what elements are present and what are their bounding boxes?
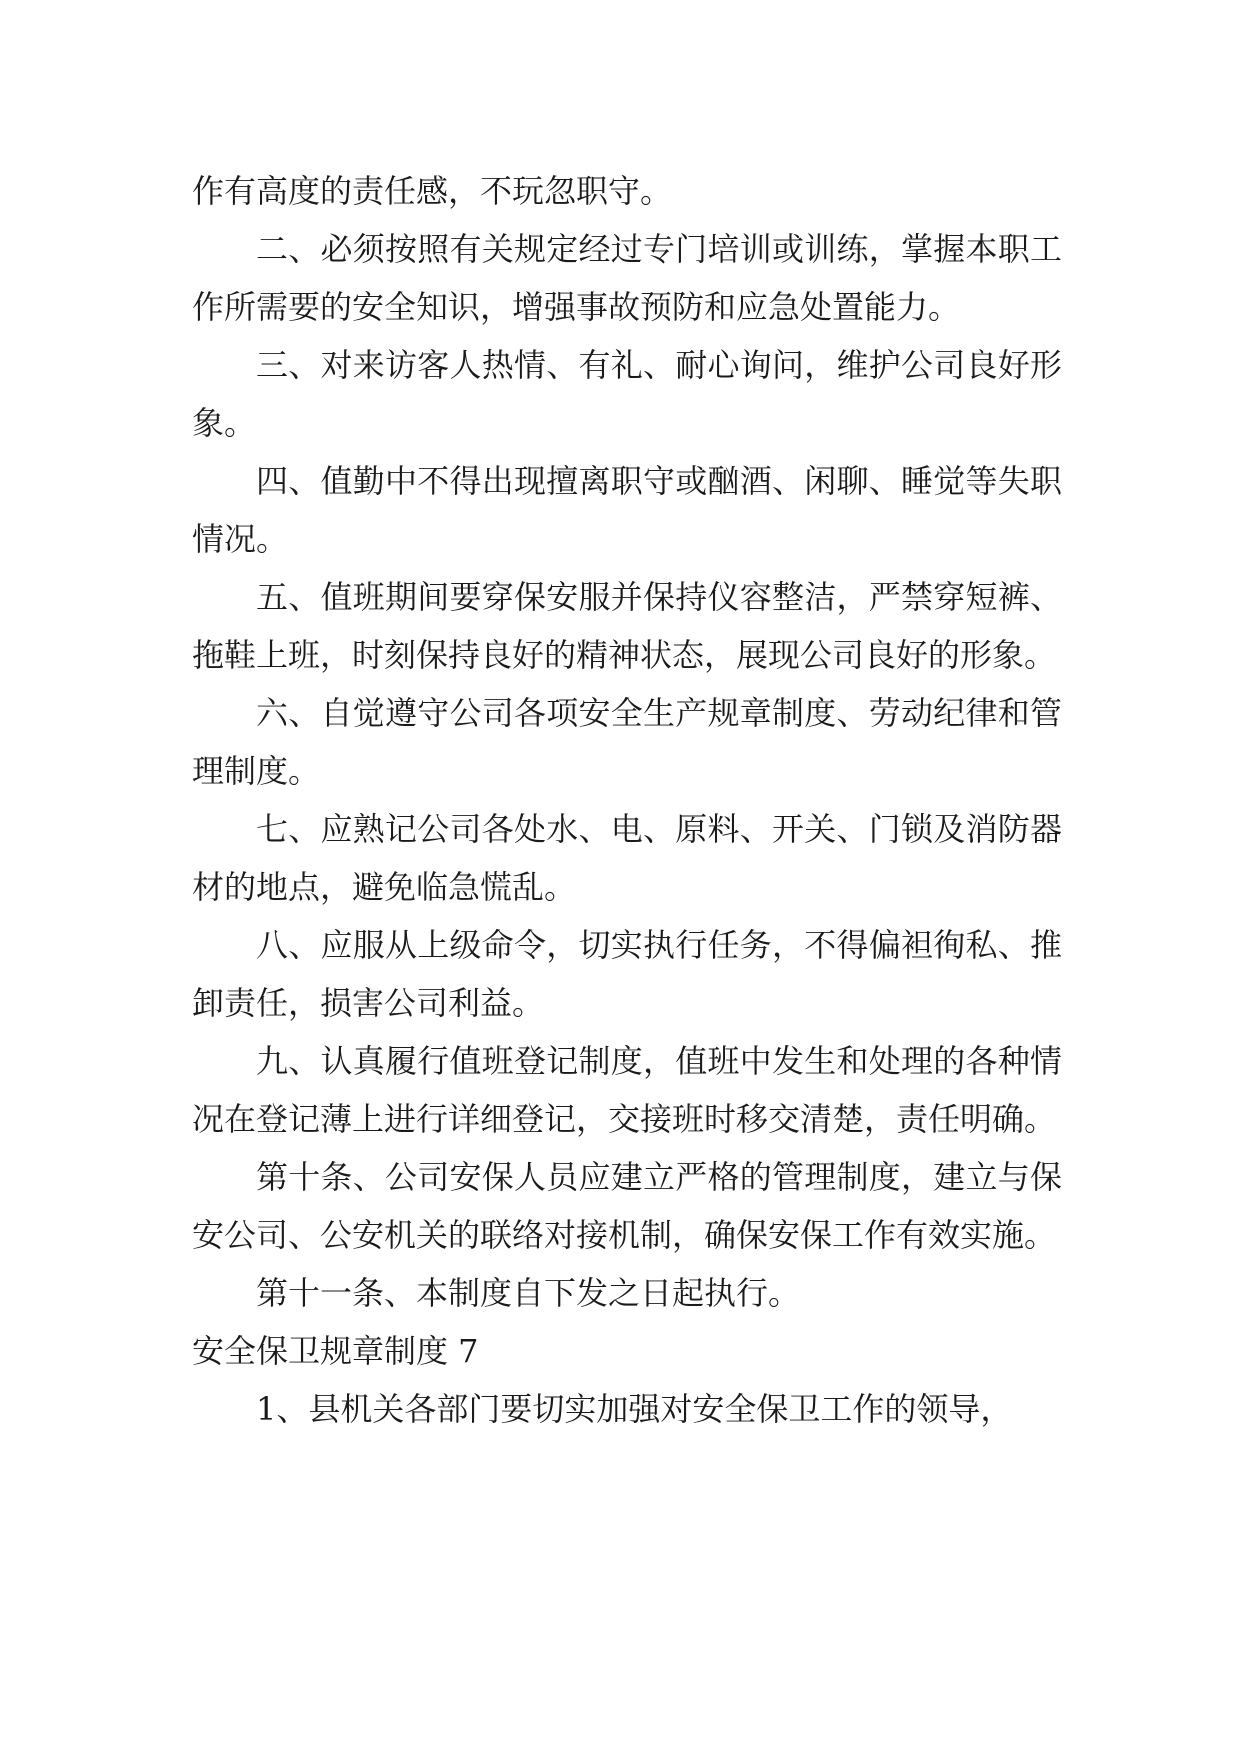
paragraph-next-section: 1、县机关各部门要切实加强对安全保卫工作的领导， xyxy=(256,1390,1013,1428)
document-body xyxy=(192,162,1062,1438)
paragraph-item-8: 八、应服从上级命令，切实执行任务，不得偏袒徇私、推卸责任，损害公司利益。 xyxy=(192,926,1062,1022)
paragraph-item-3: 三、对来访客人热情、有礼、耐心询问，维护公司良好形象。 xyxy=(192,346,1062,442)
paragraph-continuation: 作有高度的责任感，不玩忽职守。 xyxy=(192,172,673,210)
paragraph-item-2: 二、必须按照有关规定经过专门培训或训练，掌握本职工作所需要的安全知识，增强事故预防和应急处置能力。 xyxy=(192,230,1062,326)
paragraph-item-5: 五、值班期间要穿保安服并保持仪容整洁，严禁穿短裤、拖鞋上班，时刻保持良好的精神状态，展现公司良好的形象。 xyxy=(192,578,1062,674)
paragraph-article-10: 第十条、公司安保人员应建立严格的管理制度，建立与保安公司、公安机关的联络对接机制，确保安保工作有效实施。 xyxy=(192,1158,1062,1254)
paragraph-item-7: 七、应熟记公司各处水、电、原料、开关、门锁及消防器材的地点，避免临急慌乱。 xyxy=(192,810,1062,906)
paragraph-item-4: 四、值勤中不得出现擅离职守或酗酒、闲聊、睡觉等失职情况。 xyxy=(192,462,1062,558)
section-heading: 安全保卫规章制度 7 xyxy=(192,1332,479,1370)
paragraph-article-11: 第十一条、本制度自下发之日起执行。 xyxy=(256,1274,801,1312)
paragraph-item-9: 九、认真履行值班登记制度，值班中发生和处理的各种情况在登记薄上进行详细登记，交接班时移交清楚，责任明确。 xyxy=(192,1042,1062,1138)
paragraph-item-6: 六、自觉遵守公司各项安全生产规章制度、劳动纪律和管理制度。 xyxy=(192,694,1062,790)
